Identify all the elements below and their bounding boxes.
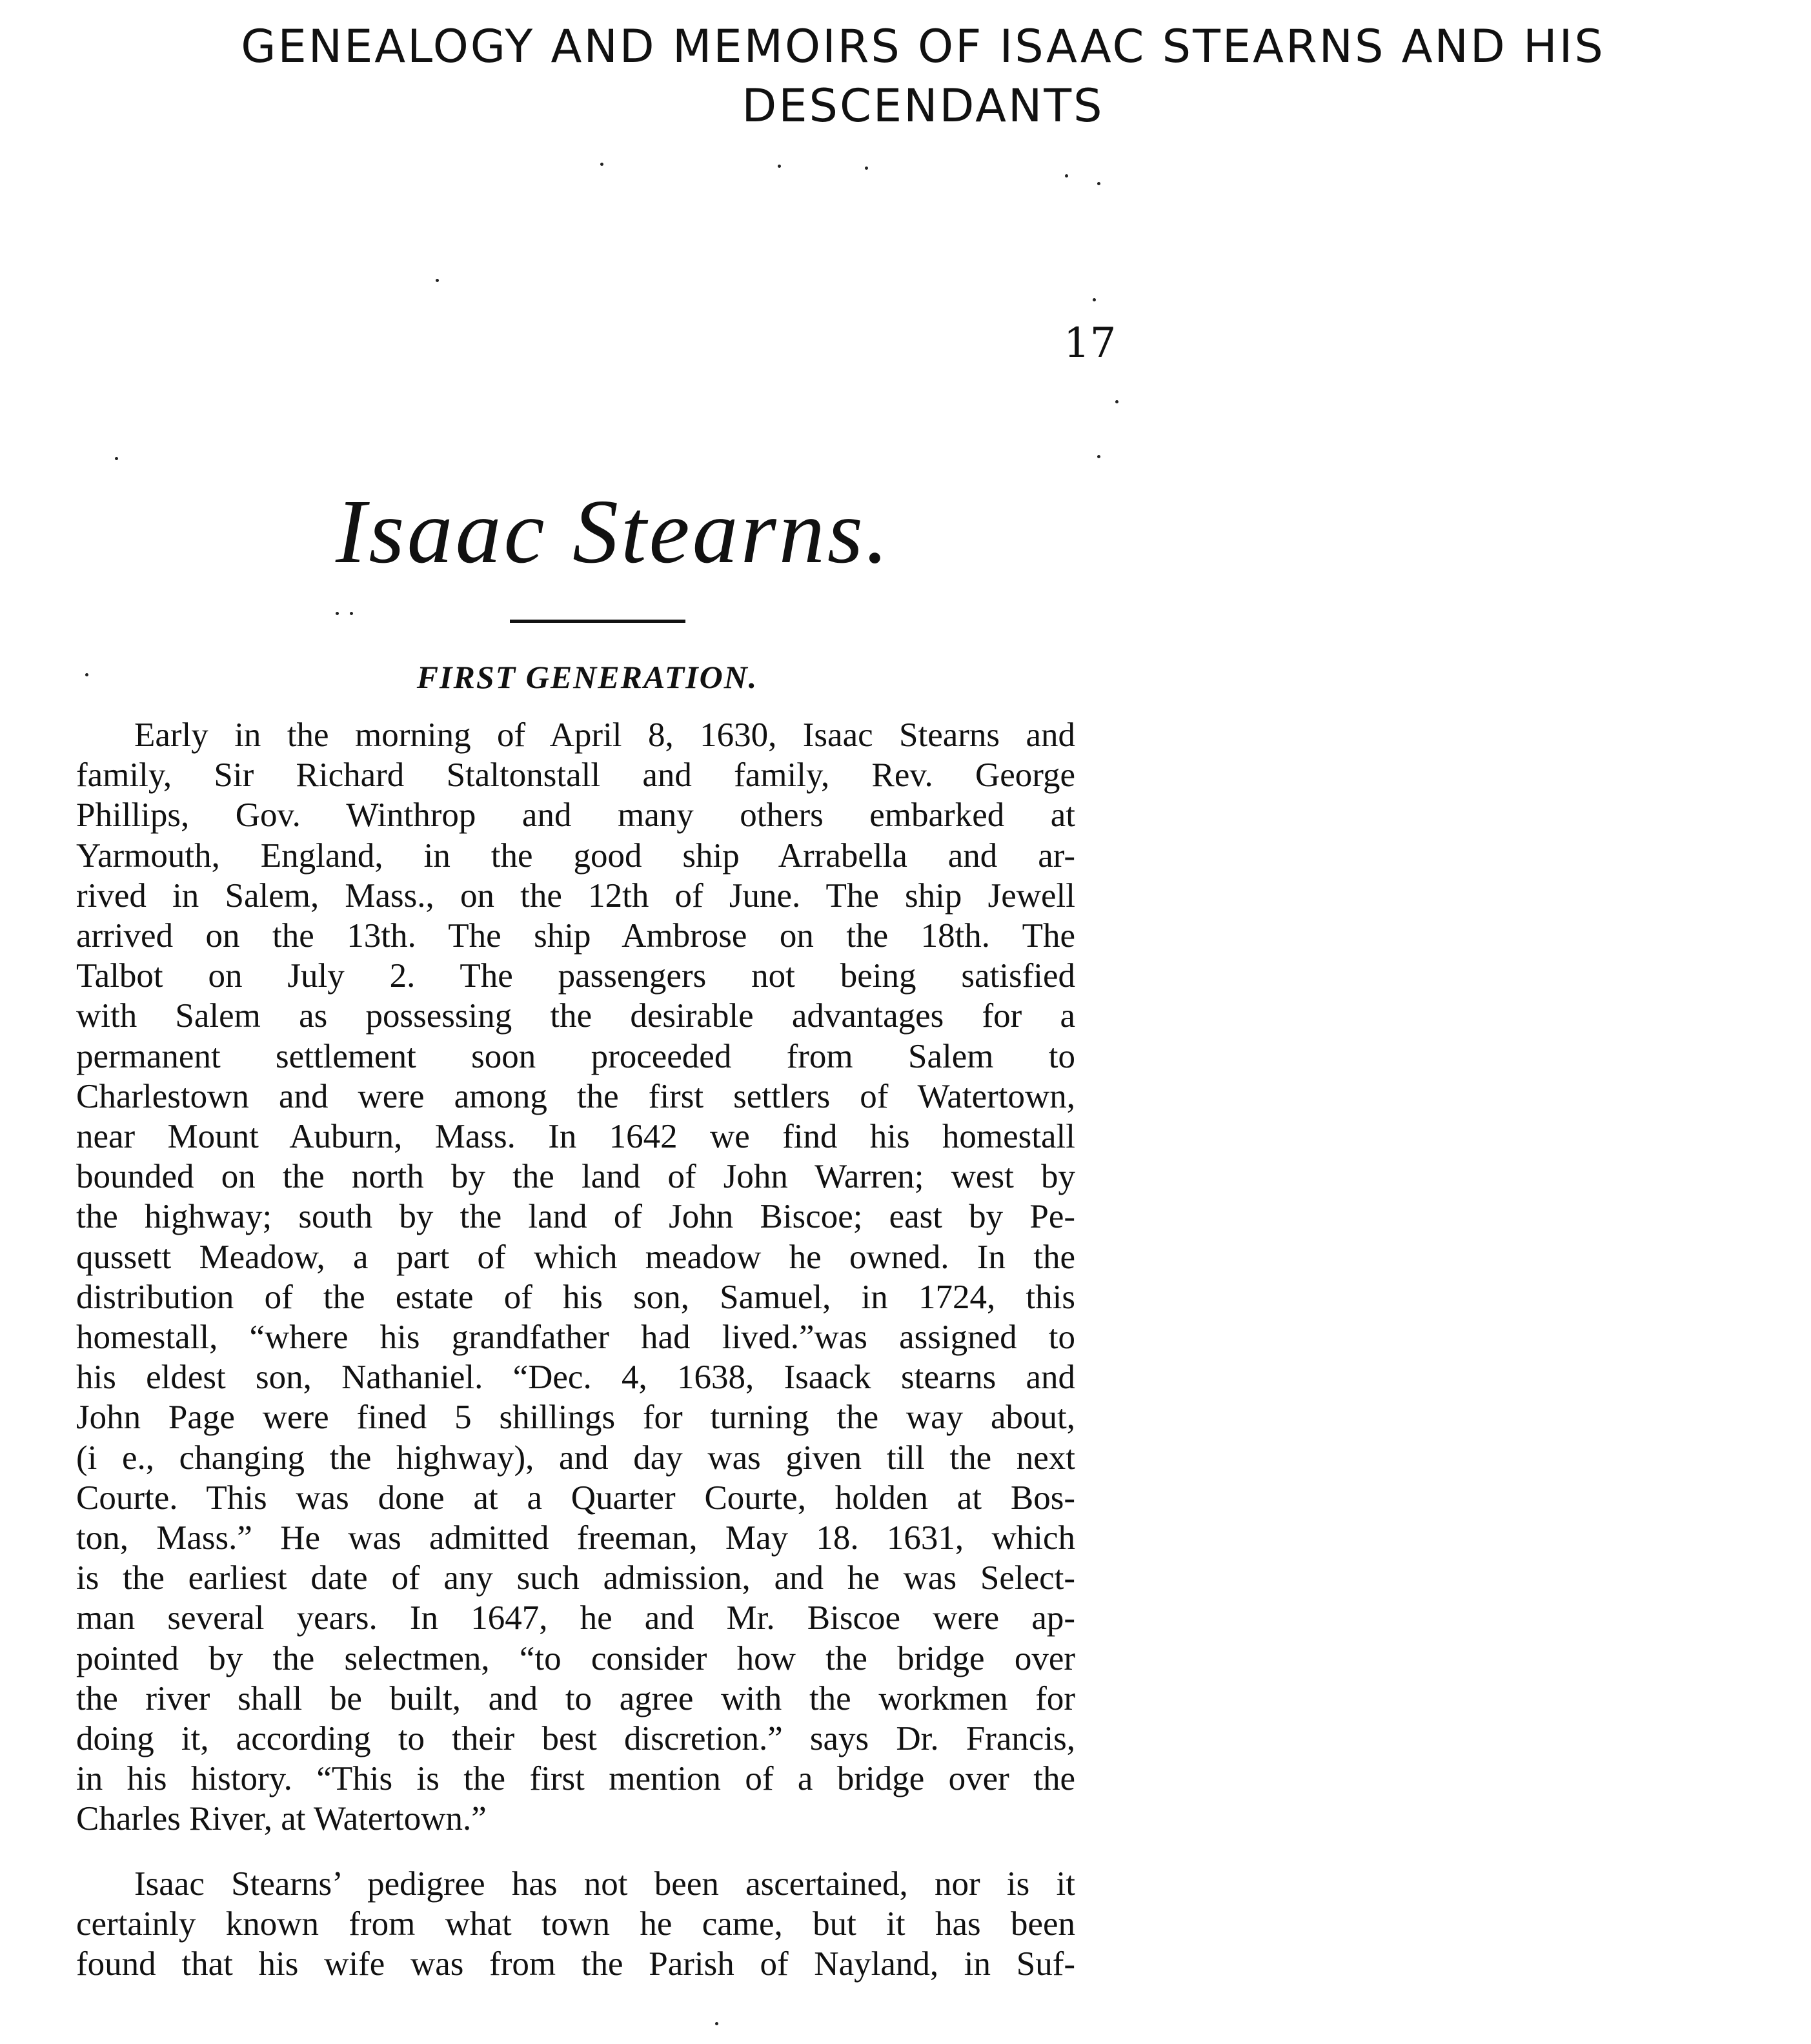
text-line: family, Sir Richard Staltonstall and family, Rev. George: [76, 756, 1075, 794]
text-line: Phillips, Gov. Winthrop and many others embarked at: [76, 796, 1075, 835]
text-line: John Page were fined 5 shillings for turning the way about,: [76, 1399, 1075, 1437]
paragraph-1: [76, 715, 1075, 1839]
text-line: Talbot on July 2. The passengers not being satisfied: [76, 957, 1075, 995]
text-line: distribution of the estate of his son, Samuel, in 1724, this: [76, 1278, 1075, 1316]
scan-speck: [865, 167, 868, 170]
running-header: [194, 19, 1652, 133]
text-line: the river shall be built, and to agree with the workmen for: [76, 1679, 1075, 1717]
text-line: the highway; south by the land of John Biscoe; east by Pe-: [76, 1198, 1075, 1236]
text-line: is the earliest date of any such admission, and he was Select-: [76, 1559, 1075, 1597]
title-rule-divider: [510, 620, 685, 623]
text-line: with Salem as possessing the desirable advantages for a: [76, 997, 1075, 1035]
text-line: near Mount Auburn, Mass. In 1642 we find his homestall: [76, 1118, 1075, 1156]
chapter-title: Isaac Stearns.: [336, 480, 891, 582]
text-line: Charles River, at Watertown.”: [76, 1800, 487, 1838]
text-line: pointed by the selectmen, “to consider how the bridge over: [76, 1639, 1075, 1677]
scan-speck: [715, 2022, 718, 2025]
text-line: man several years. In 1647, he and Mr. Biscoe were ap-: [76, 1599, 1075, 1637]
scan-speck: [115, 457, 118, 460]
scan-speck: [1097, 455, 1100, 458]
page-number: 17: [1064, 319, 1117, 367]
text-line: Yarmouth, England, in the good ship Arrabella and ar-: [76, 836, 1075, 875]
scan-speck: [1097, 182, 1100, 185]
scan-speck: [1093, 298, 1096, 301]
text-line: arrived on the 13th. The ship Ambrose on the 18th. The: [76, 917, 1075, 955]
scan-speck: [350, 612, 353, 615]
text-line: certainly known from what town he came, but it has been: [76, 1905, 1075, 1943]
text-line: bounded on the north by the land of John Warren; west by: [76, 1158, 1075, 1196]
scan-speck: [1065, 174, 1068, 177]
section-heading: FIRST GENERATION.: [416, 659, 758, 695]
text-line: Charlestown and were among the first settlers of Watertown,: [76, 1077, 1075, 1115]
text-line: homestall, “where his grandfather had lived.”was assigned to: [76, 1319, 1075, 1357]
text-line: Isaac Stearns’ pedigree has not been ascertained, nor is it: [134, 1865, 1075, 1903]
scan-speck: [1115, 400, 1118, 403]
scan-speck: [778, 165, 781, 168]
text-line: (i e., changing the highway), and day was given till the next: [76, 1439, 1075, 1477]
text-line: qussett Meadow, a part of which meadow he owned. In the: [76, 1238, 1075, 1276]
text-line: rived in Salem, Mass., on the 12th of June. The ship Jewell: [76, 876, 1075, 915]
running-header-line-2: DESCENDANTS: [742, 79, 1104, 132]
text-line: his eldest son, Nathaniel. “Dec. 4, 1638, Isaack stearns and: [76, 1359, 1075, 1397]
scan-speck: [600, 163, 603, 166]
paragraph-2: [76, 1864, 1075, 1985]
text-line: Early in the morning of April 8, 1630, Isaac Stearns and: [134, 716, 1075, 754]
text-line: permanent settlement soon proceeded from Salem to: [76, 1037, 1075, 1075]
scan-speck: [436, 279, 439, 282]
text-line: ton, Mass.” He was admitted freeman, May 18. 1631, which: [76, 1519, 1075, 1557]
running-header-line-1: GENEALOGY AND MEMOIRS OF ISAAC STEARNS AND HIS: [241, 20, 1605, 73]
text-line: found that his wife was from the Parish of Nayland, in Suf-: [76, 1945, 1075, 1983]
text-line: in his history. “This is the first mention of a bridge over the: [76, 1760, 1075, 1798]
scan-speck: [85, 673, 88, 676]
text-line: doing it, according to their best discretion.” says Dr. Francis,: [76, 1720, 1075, 1758]
text-line: Courte. This was done at a Quarter Courte, holden at Bos-: [76, 1479, 1075, 1517]
scan-speck: [336, 612, 339, 615]
